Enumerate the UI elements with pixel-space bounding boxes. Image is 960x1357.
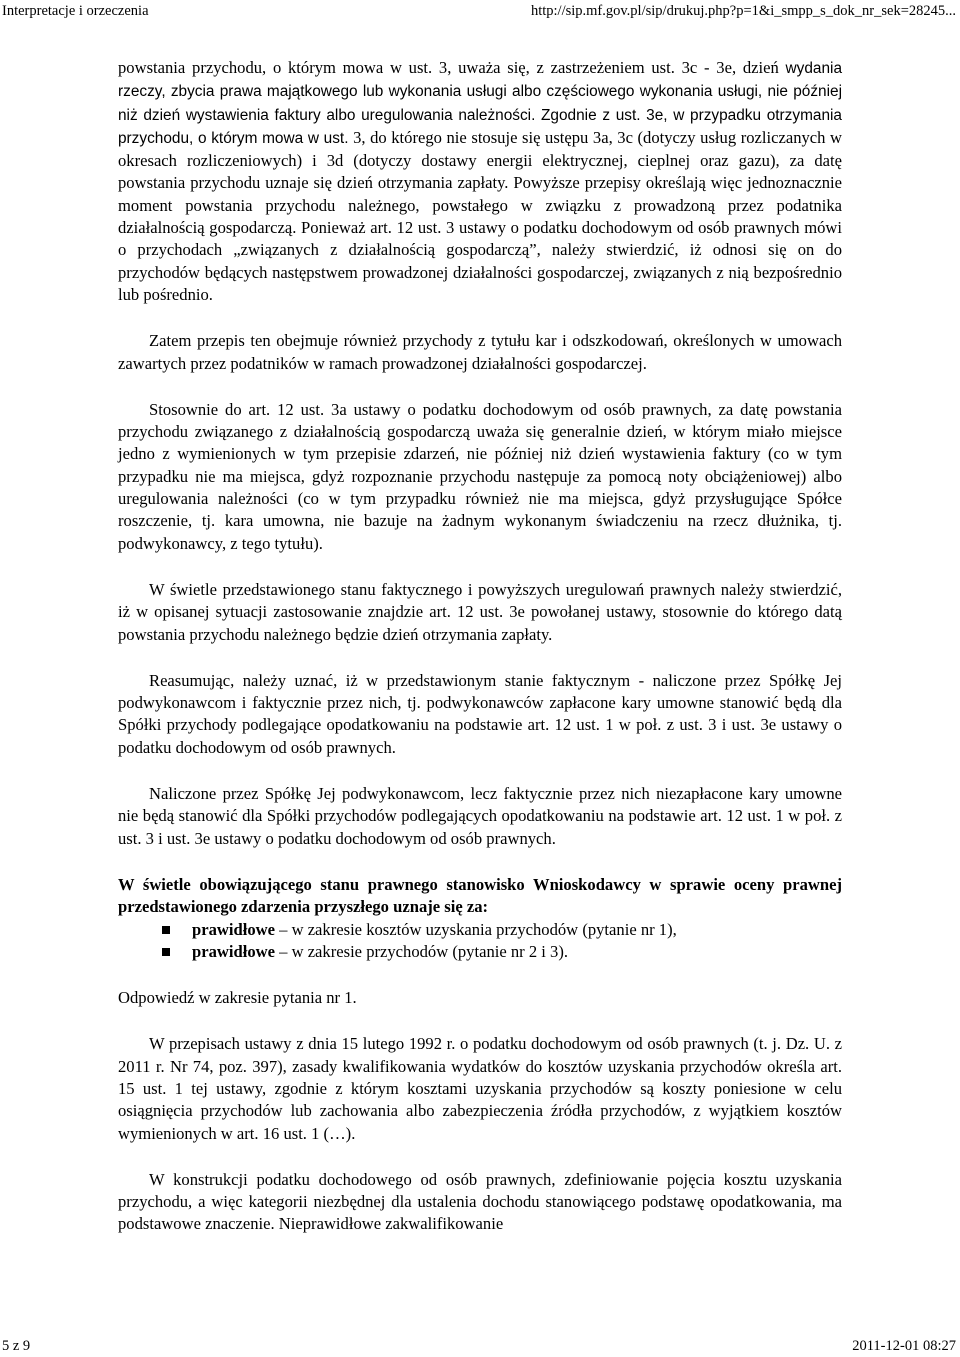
paragraph-1-rest: 3, do którego nie stosuje się ustępu 3a, 3c (dotyczy usług rozliczanych w okresach rozliczeniowych) i 3d (dotyczy dostawy energii elektrycznej, cieplnej oraz gazu), za datę powstania przychodu uznaje się dzień otrzymania zapłaty. Powyższe przepisy określają więc jednoznacznie moment powstania przychodu należnego, powstałego w związku z prowadzoną przez podatnika działalnością gospodarczą. Ponieważ art. 12 ust. 3 ustawy o podatku dochodowym od osób prawnych mówi o przychodach „związanych z działalnością gospodarczą”, należy stwierdzić, iż odnosi się on do przychodów będących następstwem prowadzonej działalności gospodarczej, związanych z nią bezpośrednio lub pośrednio. (118, 127, 843, 304)
header-url[interactable]: http://sip.mf.gov.pl/sip/drukuj.php?p=1&i_smpp_s_dok_nr_sek=28245... (530, 3, 956, 19)
paragraph-1-serif: powstania przychodu, o którym mowa w ust. 3, uważa się, z zastrzeżeniem ust. 3c - 3e, dzień (118, 58, 779, 77)
print-footer (0, 1337, 960, 1355)
square-bullet-icon (162, 948, 170, 956)
print-header (0, 2, 960, 22)
list-item-text: – w zakresie przychodów (pytanie nr 2 i 3). (274, 941, 569, 961)
paragraph-2: Zatem przepis ten obejmuje również przychody z tytułu kar i odszkodowań, określonych w umowach zawartych przez podatników w ramach prowadzonej działalności gospodarczej. (118, 331, 842, 373)
paragraph-10: W konstrukcji podatku dochodowego od osób prawnych, zdefiniowanie pojęcia kosztu uzyskania przychodu, a więc kategorii niezbędnej dla ustalenia dochodu stanowiącego podstawę opodatkowania, ma podstawowe znaczenie. Nieprawidłowe zakwalifikowanie (118, 1169, 842, 1234)
page-number: 5 z 9 (2, 1338, 31, 1354)
list-item (162, 919, 842, 941)
print-datetime: 2011-12-01 08:27 (852, 1338, 956, 1354)
paragraph-6: Naliczone przez Spółkę Jej podwykonawcom, lecz faktycznie przez nich niezapłacone kary umowne nie będą stanowić dla Spółki przychodów podlegających opodatkowaniu na podstawie art. 12 ust. 1 w poł. z ust. 3 i ust. 3e ustawy o podatku dochodowym od osób prawnych. (118, 784, 842, 848)
paragraph-1 (118, 57, 842, 306)
paragraph-4: W świetle przedstawionego stanu faktycznego i powyższych uregulowań prawnych należy stwierdzić, iż w opisanej sytuacji zastosowanie znajdzie art. 12 ust. 3e powołanej ustawy, stosownie do którego datą powstania przychodu należnego będzie dzień otrzymania zapłaty. (118, 579, 842, 644)
paragraph-9: W przepisach ustawy z dnia 15 lutego 1992 r. o podatku dochodowym od osób prawnych (t. j. Dz. U. z 2011 r. Nr 74, poz. 397), zasady kwalifikowania wydatków do kosztów uzyskania przychodów określa art. 15 ust. 1 tej ustawy, zgodnie z którym kosztami uzyskania przychodów są koszty poniesione w celu osiągnięcia przychodów lub zachowania albo zabezpieczenia źródła przychodów, z wyjątkiem kosztów wymienionych w art. 16 ust. 1 (…). (118, 1034, 842, 1143)
section-heading: Odpowiedź w zakresie pytania nr 1. (118, 988, 357, 1008)
conclusion-list (118, 919, 842, 964)
header-title: Interpretacje i orzeczenia (2, 3, 149, 19)
paragraph-1-sans: wydania rzeczy, zbycia prawa majątkowego lub wykonania usługi albo częściowego wykonania usługi, nie później niż dzień wystawienia faktury albo uregulowania należności. Zgodnie z ust. 3e, w przypadku otrzymania przychodu, o którym mowa w ust. (118, 60, 842, 147)
list-item-verdict: prawidłowe (192, 941, 275, 961)
paragraph-3: Stosownie do art. 12 ust. 3a ustawy o podatku dochodowym od osób prawnych, za datę powstania przychodu związanego z działalnością gospodarczą uważa się generalnie dzień, w którym miało miejsce jedno z wymienionych w tym przepisie zdarzeń, nie później niż dzień wystawienia faktury (co w tym przypadku nie ma miejsca, gdyż rozpoznanie przychodu następuje za pomocą noty obciążeniowej) albo uregulowania należności (co w tym przypadku również nie ma miejsca, gdyż przysługujące Spółce roszczenie, tj. kara umowna, nie bazuje na żadnym wykonanym świadczeniu na rzecz dłużnika, tj. podwykonawcy, z tego tytułu). (118, 399, 842, 553)
paragraph-5: Reasumując, należy uznać, iż w przedstawionym stanie faktycznym - naliczone przez Spółkę Jej podwykonawcom i faktycznie przez nich, tj. podwykonawców zapłacone kary umowne stanowić będą dla Spółki przychody podlegające opodatkowaniu na podstawie art. 12 ust. 1 w poł. z ust. 3 i ust. 3e ustawy o podatku dochodowym od osób prawnych. (118, 670, 842, 757)
square-bullet-icon (162, 926, 170, 934)
conclusion-heading: W świetle obowiązującego stanu prawnego stanowisko Wnioskodawcy w sprawie oceny prawnej przedstawionego zdarzenia przyszłego uznaje się za: (118, 874, 842, 917)
list-item-verdict: prawidłowe (192, 919, 275, 939)
document-body (118, 57, 842, 1236)
list-item-text: – w zakresie kosztów uzyskania przychodów (pytanie nr 1), (274, 919, 677, 939)
list-item (162, 941, 842, 963)
